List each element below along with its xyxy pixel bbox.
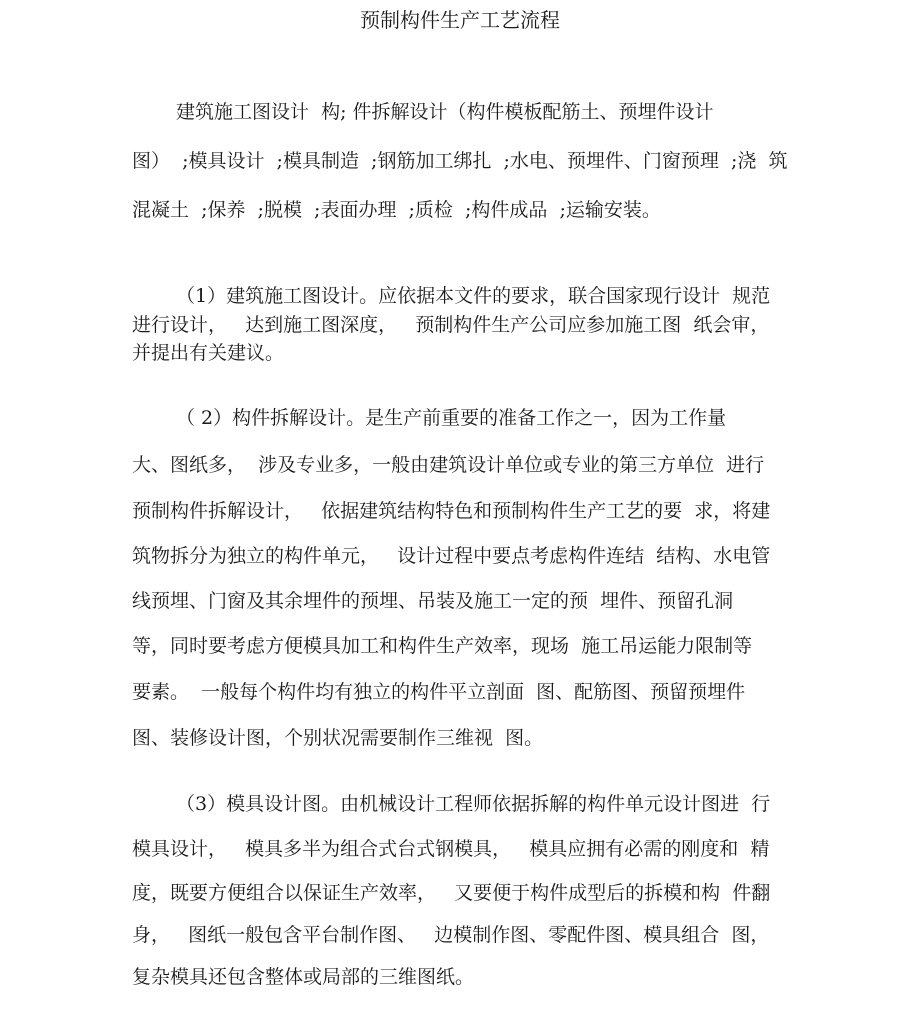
- paragraph-2-line-1: （ 2）构件拆解设计。是生产前重要的准备工作之一，因为工作量: [176, 407, 727, 429]
- document-title: 预制构件生产工艺流程: [360, 8, 560, 32]
- paragraph-3-line-3: 度，既要方便组合以保证生产效率， 又要便于构件成型后的拆模和构 件翻: [132, 882, 771, 904]
- paragraph-1-line-1: （1）建筑施工图设计。应依据本文件的要求，联合国家现行设计 规范: [176, 285, 771, 307]
- paragraph-3-line-4: 身， 图纸一般包含平台制作图、 边模制作图、零配件图、模具组合 图，: [132, 924, 770, 946]
- paragraph-1-line-3: 并提出有关建议。: [132, 342, 285, 364]
- paragraph-1-line-2: 进行设计， 达到施工图深度， 预制构件生产公司应参加施工图 纸会审，: [132, 314, 770, 336]
- paragraph-2-line-8: 图、装修设计图，个别状况需要制作三维视 图。: [132, 727, 544, 749]
- paragraph-2-line-4: 筑物拆分为独立的构件单元， 设计过程中要点考虑构件连结 结构、水电管: [132, 545, 771, 567]
- intro-line-3: 混凝土 ;保养 ;脱模 ;表面办理 ;质检 ;构件成品 ;运输安装。: [132, 199, 661, 221]
- paragraph-3-line-2: 模具设计， 模具多半为组合式台式钢模具， 模具应拥有必需的刚度和 精: [132, 838, 770, 860]
- paragraph-3-line-5: 复杂模具还包含整体或局部的三维图纸。: [132, 966, 475, 988]
- paragraph-2-line-6: 等，同时要考虑方便模具加工和构件生产效率，现场 施工吊运能力限制等: [132, 635, 753, 657]
- paragraph-2-line-5: 线预埋、门窗及其余埋件的预埋、吊装及施工一定的预 埋件、预留孔洞: [132, 590, 734, 612]
- intro-line-1: 建筑施工图设计 构; 件拆解设计（构件模板配筋土、预埋件设计: [176, 101, 714, 123]
- paragraph-2-line-7: 要素。 一般每个构件均有独立的构件平立剖面 图、配筋图、预留预埋件: [132, 681, 746, 703]
- paragraph-3-line-1: （3）模具设计图。由机械设计工程师依据拆解的构件单元设计图进 行: [176, 793, 771, 815]
- paragraph-2-line-2: 大、图纸多， 涉及专业多，一般由建筑设计单位或专业的第三方单位 进行: [132, 454, 765, 476]
- paragraph-2-line-3: 预制构件拆解设计， 依据建筑结构特色和预制构件生产工艺的要 求，将建: [132, 500, 771, 522]
- intro-line-2: 图） ;模具设计 ;模具制造 ;钢筋加工绑扎 ;水电、预埋件、门窗预理 ;浇 筑: [132, 150, 788, 172]
